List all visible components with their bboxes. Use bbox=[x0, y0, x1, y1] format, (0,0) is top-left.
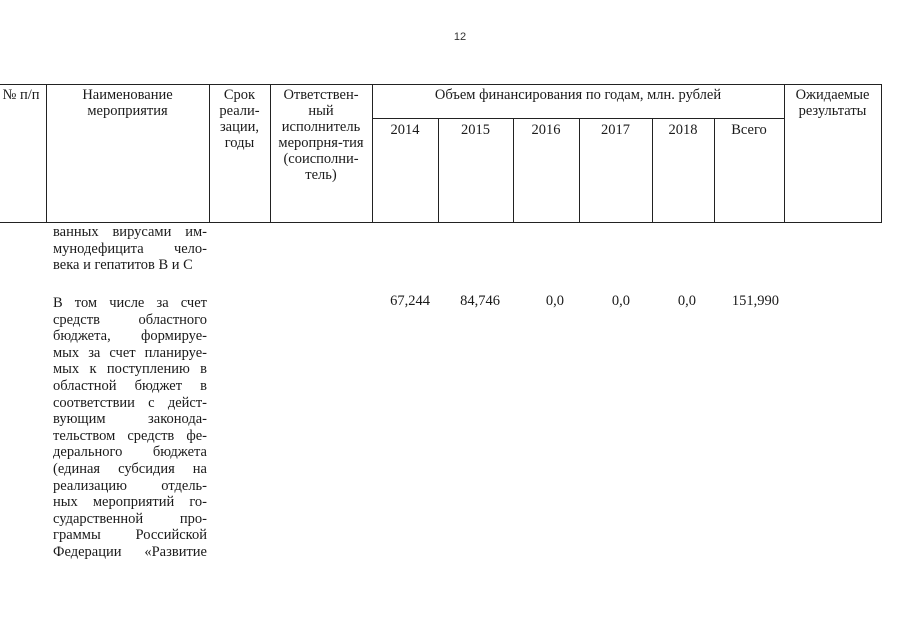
table-header bbox=[0, 84, 882, 223]
header-year-2017: 2017 bbox=[579, 119, 652, 223]
header-col-results: Ожидаемые результаты bbox=[784, 85, 881, 223]
header-year-2014: 2014 bbox=[372, 119, 438, 223]
text-line: Федерации «Развитие bbox=[53, 543, 207, 560]
text-line: тельством средств фе- bbox=[53, 427, 207, 444]
value-2014: 67,244 bbox=[390, 293, 430, 309]
page-number: 12 bbox=[453, 31, 467, 43]
text-line: века и гепатитов В и С bbox=[53, 257, 193, 274]
row-description bbox=[53, 295, 207, 561]
header-col-number: № п/п bbox=[0, 85, 46, 223]
text-line: В том числе за счет bbox=[53, 295, 207, 311]
header-year-2015: 2015 bbox=[438, 119, 513, 223]
text-line: ванных вирусами им- bbox=[53, 224, 207, 240]
text-line: мунодефицита чело- bbox=[53, 240, 207, 257]
text-line: средств областного bbox=[53, 311, 207, 328]
text-line: сударственной про- bbox=[53, 510, 207, 527]
header-col-name: Наименование мероприятия bbox=[46, 85, 209, 223]
header-col-responsible: Ответствен-ный исполнитель меропрня-тия (соисполни-тель) bbox=[270, 85, 372, 223]
text-line: мых к поступлению в bbox=[53, 361, 207, 378]
value-2015: 84,746 bbox=[460, 293, 500, 309]
header-year-2018: 2018 bbox=[652, 119, 714, 223]
text-line: областной бюджет в bbox=[53, 377, 207, 394]
text-line: бюджета, формируе- bbox=[53, 328, 207, 345]
text-line: вующим законода- bbox=[53, 411, 207, 428]
header-year-2016: 2016 bbox=[513, 119, 579, 223]
text-line: мых за счет планируе- bbox=[53, 344, 207, 361]
value-total: 151,990 bbox=[731, 293, 779, 309]
text-line: реализацию отдель- bbox=[53, 477, 207, 494]
value-2016: 0,0 bbox=[545, 293, 564, 309]
header-col-funding: Объем финансирования по годам, млн. рублей bbox=[372, 85, 784, 119]
text-line: дерального бюджета bbox=[53, 444, 207, 461]
continuation-text bbox=[53, 224, 207, 274]
header-col-term: Срок реали-зации, годы bbox=[209, 85, 270, 223]
header-year-total: Всего bbox=[714, 119, 784, 223]
text-line: соответствии с дейст- bbox=[53, 394, 207, 411]
text-line: ных мероприятий го- bbox=[53, 494, 207, 511]
text-line: (единая субсидия на bbox=[53, 460, 207, 477]
value-2017: 0,0 bbox=[611, 293, 630, 309]
text-line: граммы Российской bbox=[53, 527, 207, 544]
value-2018: 0,0 bbox=[677, 293, 696, 309]
